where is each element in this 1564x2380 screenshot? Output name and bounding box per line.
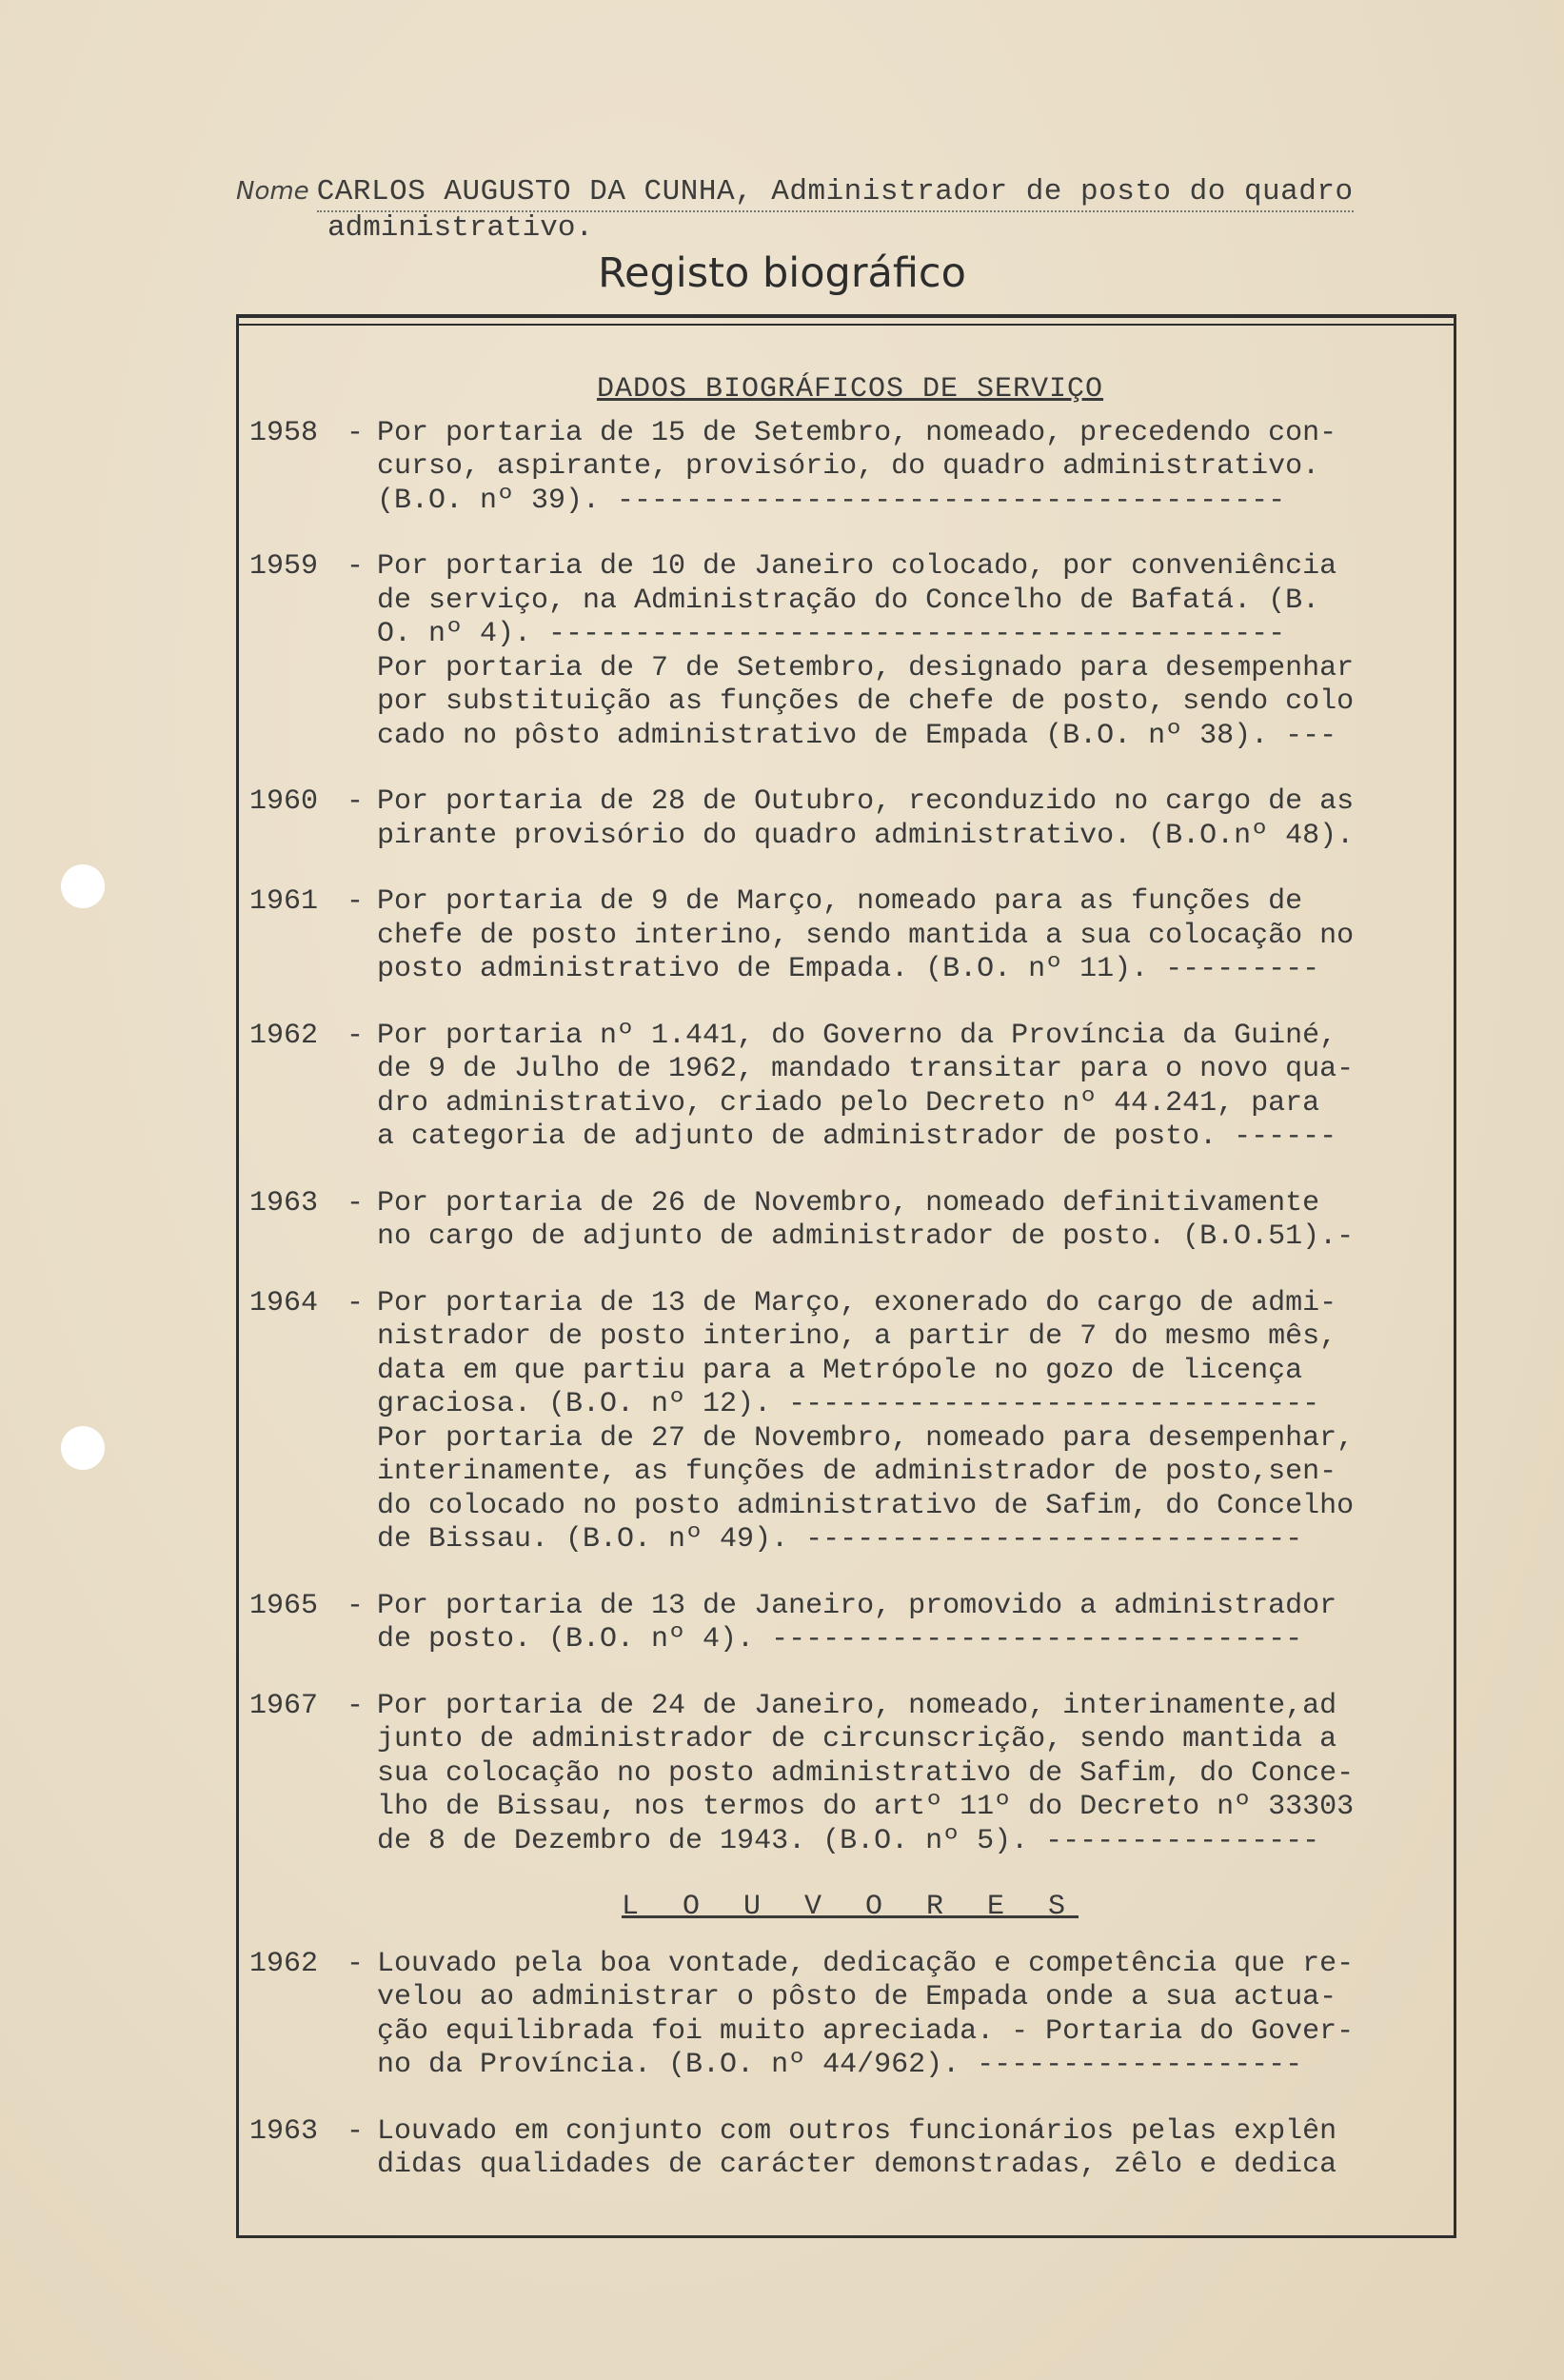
record-entry <box>249 2115 1451 2183</box>
entry-year: 1960 <box>249 785 319 818</box>
entry-line: didas qualidades de carácter demonstradas, zêlo e dedica <box>377 2149 1337 2181</box>
entry-text <box>377 1020 1451 1155</box>
entry-dash: - <box>346 1589 364 1622</box>
entry-line: Por portaria de 9 de Março, nomeado para as funções de <box>377 885 1303 918</box>
entry-line: pirante provisório do quadro administrativo. (B.O.nº 48). <box>377 819 1355 852</box>
entry-line: O. nº 4). ------------------------------------------- <box>377 618 1286 650</box>
entry-text <box>377 550 1451 753</box>
entry-line: dro administrativo, criado pelo Decreto nº 44.241, para <box>377 1086 1320 1120</box>
punch-hole <box>61 1426 105 1470</box>
entry-line: junto de administrador de circunscrição, sendo mantida a <box>377 1723 1337 1755</box>
form-title: Registo biográfico <box>598 249 966 297</box>
entry-year: 1965 <box>249 1589 319 1622</box>
entry-dash: - <box>346 2114 364 2148</box>
entry-line: (B.O. nº 39). --------------------------------------- <box>377 484 1286 517</box>
entry-line: graciosa. (B.O. nº 12). ------------------------------- <box>377 1388 1320 1420</box>
entry-line: Por portaria de 7 de Setembro, designado para desempenhar <box>377 651 1355 684</box>
entry-line: lho de Bissau, nos termos do artº 11º do Decreto nº 33303 <box>377 1791 1355 1823</box>
entry-year: 1961 <box>249 885 319 918</box>
entry-line: Por portaria de 13 de Janeiro, promovido a administrador <box>377 1589 1337 1622</box>
entry-line: do colocado no posto administrativo de Safim, do Concelho <box>377 1489 1355 1522</box>
entry-text <box>377 885 1451 987</box>
entry-text <box>377 1187 1451 1255</box>
entry-dash: - <box>346 885 364 918</box>
record-entry <box>249 885 1451 987</box>
entry-line: de Bissau. (B.O. nº 49). ----------------------------- <box>377 1523 1303 1556</box>
name-value: CARLOS AUGUSTO DA CUNHA, Administrador de posto do quadro <box>317 175 1354 212</box>
name-value-continuation: administrativo. <box>327 211 594 245</box>
entry-text <box>377 1690 1451 1859</box>
record-entry <box>249 550 1451 753</box>
entry-line: cado no pôsto administrativo de Empada (B.O. nº 38). --- <box>377 719 1337 752</box>
record-entry <box>249 1590 1451 1657</box>
entry-dash: - <box>346 1286 364 1319</box>
entry-line: sua colocação no posto administrativo de Safim, do Conce- <box>377 1756 1355 1790</box>
entry-line: interinamente, as funções de administrador de posto,sen- <box>377 1456 1337 1488</box>
entry-line: de posto. (B.O. nº 4). ------------------------------- <box>377 1623 1303 1656</box>
entry-line: Por portaria de 27 de Novembro, nomeado para desempenhar, <box>377 1421 1355 1455</box>
entry-year: 1963 <box>249 2114 319 2148</box>
entry-dash: - <box>346 1947 364 1980</box>
entry-year: 1958 <box>249 416 319 449</box>
record-entry <box>249 1948 1451 2083</box>
entry-line: Louvado pela boa vontade, dedicação e competência que re- <box>377 1947 1355 1980</box>
record-entry <box>249 1287 1451 1557</box>
entry-line: Por portaria de 28 de Outubro, reconduzido no cargo de as <box>377 785 1355 818</box>
entry-line: no da Província. (B.O. nº 44/962). ------------------- <box>377 2049 1303 2081</box>
name-field <box>236 174 1455 209</box>
entry-text <box>377 1590 1451 1657</box>
entry-line: nistrador de posto interino, a partir de 7 do mesmo mês, <box>377 1320 1337 1353</box>
entry-line: Por portaria de 15 de Setembro, nomeado, precedendo con- <box>377 416 1337 449</box>
entry-line: Por portaria nº 1.441, do Governo da Província da Guiné, <box>377 1019 1337 1052</box>
entry-text <box>377 1948 1451 2083</box>
entry-year: 1962 <box>249 1947 319 1980</box>
entry-line: no cargo de adjunto de administrador de posto. (B.O.51).- <box>377 1220 1355 1253</box>
entry-year: 1964 <box>249 1286 319 1319</box>
entry-line: Por portaria de 26 de Novembro, nomeado definitivamente <box>377 1186 1320 1220</box>
entry-line: de 8 de Dezembro de 1943. (B.O. nº 5). ---------------- <box>377 1824 1320 1857</box>
service-entries <box>249 417 1451 1859</box>
record-entry <box>249 417 1451 519</box>
name-label: Nome <box>236 177 309 206</box>
record-entry <box>249 1187 1451 1255</box>
entry-dash: - <box>346 416 364 449</box>
record-entry <box>249 1020 1451 1155</box>
section-heading-service: DADOS BIOGRÁFICOS DE SERVIÇO <box>596 373 1104 406</box>
louvores-entries <box>249 1948 1451 2183</box>
entry-line: data em que partiu para a Metrópole no gozo de licença <box>377 1354 1303 1387</box>
record-entry <box>249 1690 1451 1859</box>
entry-line: velou ao administrar o pôsto de Empada onde a sua actua- <box>377 1981 1337 2013</box>
entry-text <box>377 1287 1451 1557</box>
entry-line: por substituição as funções de chefe de posto, sendo colo <box>377 685 1355 718</box>
entry-dash: - <box>346 1689 364 1722</box>
entry-line: ção equilibrada foi muito apreciada. - Portaria do Gover- <box>377 2014 1355 2048</box>
entry-text <box>377 785 1451 853</box>
record-content <box>249 373 1451 2215</box>
entry-dash: - <box>346 550 364 583</box>
entry-line: de serviço, na Administração do Concelho de Bafatá. (B. <box>377 584 1320 617</box>
entry-year: 1967 <box>249 1689 319 1722</box>
entry-line: chefe de posto interino, sendo mantida a sua colocação no <box>377 919 1355 952</box>
entry-year: 1959 <box>249 550 319 583</box>
entry-dash: - <box>346 1186 364 1220</box>
entry-line: a categoria de adjunto de administrador de posto. ------ <box>377 1121 1337 1153</box>
entry-line: Louvado em conjunto com outros funcionários pelas explên <box>377 2114 1337 2148</box>
entry-dash: - <box>346 1019 364 1052</box>
record-entry <box>249 785 1451 853</box>
section-heading-louvores: L O U V O R E S <box>621 1891 1079 1923</box>
entry-year: 1962 <box>249 1019 319 1052</box>
entry-line: Por portaria de 24 de Janeiro, nomeado, interinamente,ad <box>377 1689 1337 1722</box>
punch-hole <box>61 864 105 908</box>
entry-line: de 9 de Julho de 1962, mandado transitar para o novo qua- <box>377 1053 1355 1085</box>
entry-dash: - <box>346 785 364 818</box>
entry-line: curso, aspirante, provisório, do quadro administrativo. <box>377 450 1320 483</box>
entry-line: Por portaria de 10 de Janeiro colocado, por conveniência <box>377 550 1337 583</box>
entry-year: 1963 <box>249 1186 319 1220</box>
entry-text <box>377 2115 1451 2183</box>
entry-text <box>377 417 1451 519</box>
entry-line: Por portaria de 13 de Março, exonerado do cargo de admi- <box>377 1286 1337 1319</box>
entry-line: posto administrativo de Empada. (B.O. nº 11). --------- <box>377 953 1320 985</box>
